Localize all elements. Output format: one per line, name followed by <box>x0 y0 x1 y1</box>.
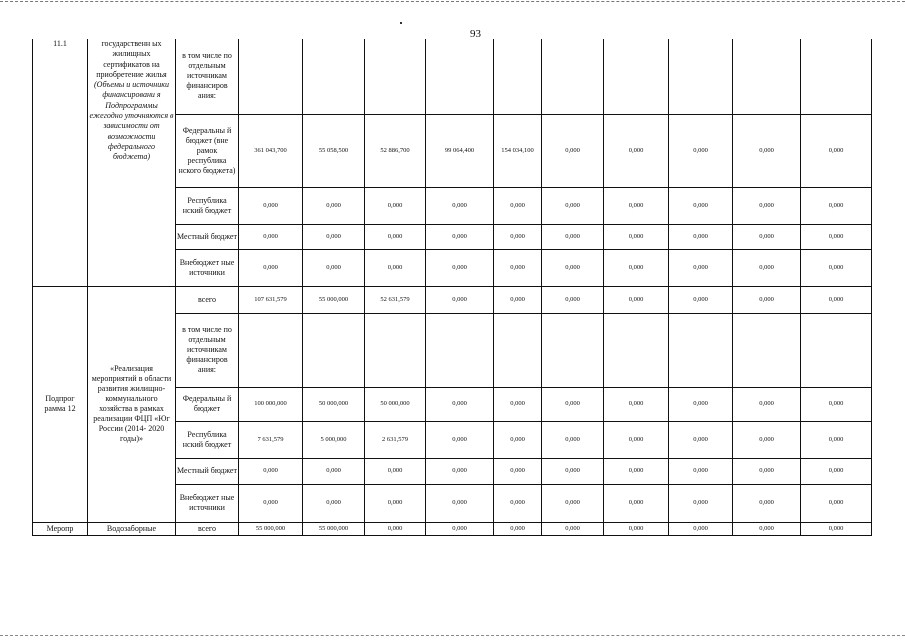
page-number: 93 <box>470 28 481 40</box>
value-cell: 0,000 <box>494 249 542 286</box>
source-label: Внебюджет ные источники <box>176 484 239 522</box>
value-cell: 2 631,579 <box>365 421 426 458</box>
value-cell: 0,000 <box>303 484 365 522</box>
value-cell: 0,000 <box>801 224 872 249</box>
value-cell: 0,000 <box>426 522 494 535</box>
activity-name: «Реализация мероприятий в области развития жилищно- коммунального хозяйства в рамках реализации ФЦП «Юг России (2014- 2020 годы)» <box>88 286 176 522</box>
value-cell: 0,000 <box>494 458 542 484</box>
value-cell: 0,000 <box>669 187 733 224</box>
value-cell: 0,000 <box>365 224 426 249</box>
value-cell: 0,000 <box>239 458 303 484</box>
value-cell: 0,000 <box>542 522 604 535</box>
value-cell <box>801 313 872 387</box>
value-cell: 50 000,000 <box>365 387 426 421</box>
value-cell: 0,000 <box>669 249 733 286</box>
value-cell: 0,000 <box>494 286 542 313</box>
value-cell: 0,000 <box>494 387 542 421</box>
scan-speck <box>400 22 402 24</box>
value-cell: 0,000 <box>733 484 801 522</box>
value-cell: 0,000 <box>494 187 542 224</box>
value-cell: 0,000 <box>733 458 801 484</box>
value-cell: 0,000 <box>542 458 604 484</box>
value-cell: 107 631,579 <box>239 286 303 313</box>
value-cell: 0,000 <box>801 484 872 522</box>
value-cell: 0,000 <box>801 387 872 421</box>
value-cell: 0,000 <box>303 224 365 249</box>
value-cell: 0,000 <box>426 286 494 313</box>
value-cell: 0,000 <box>669 224 733 249</box>
source-label: Местный бюджет <box>176 224 239 249</box>
value-cell: 0,000 <box>239 484 303 522</box>
value-cell: 0,000 <box>733 522 801 535</box>
value-cell <box>494 313 542 387</box>
value-cell <box>365 313 426 387</box>
value-cell <box>542 39 604 114</box>
value-cell <box>239 39 303 114</box>
value-cell <box>669 39 733 114</box>
value-cell: 0,000 <box>239 187 303 224</box>
row-code: Подпрог рамма 12 <box>33 286 88 522</box>
value-cell: 0,000 <box>733 249 801 286</box>
activity-note: (Объемы и источники финансировани я Подпрограммы ежегодно уточняются в зависимости от возможности федерального бюджета) <box>89 80 174 162</box>
activity-name <box>88 39 176 286</box>
value-cell: 0,000 <box>365 249 426 286</box>
row-code: Меропр <box>33 522 88 535</box>
value-cell: 0,000 <box>604 249 669 286</box>
value-cell: 0,000 <box>239 249 303 286</box>
value-cell: 0,000 <box>801 187 872 224</box>
value-cell <box>494 39 542 114</box>
value-cell: 0,000 <box>303 187 365 224</box>
page-top-edge <box>0 1 905 2</box>
value-cell: 0,000 <box>604 286 669 313</box>
value-cell: 0,000 <box>669 286 733 313</box>
value-cell <box>303 313 365 387</box>
row-code: 11.1 <box>33 39 88 286</box>
source-label: в том числе по отдельным источникам финансиров ания: <box>176 39 239 114</box>
value-cell: 52 631,579 <box>365 286 426 313</box>
value-cell: 0,000 <box>426 387 494 421</box>
value-cell: 0,000 <box>494 484 542 522</box>
value-cell: 0,000 <box>669 458 733 484</box>
value-cell: 0,000 <box>669 114 733 187</box>
value-cell <box>801 39 872 114</box>
value-cell: 0,000 <box>604 114 669 187</box>
value-cell: 0,000 <box>365 484 426 522</box>
value-cell: 0,000 <box>733 224 801 249</box>
value-cell: 55 000,000 <box>239 522 303 535</box>
value-cell: 154 034,100 <box>494 114 542 187</box>
value-cell: 0,000 <box>542 421 604 458</box>
value-cell: 0,000 <box>733 187 801 224</box>
value-cell: 0,000 <box>801 286 872 313</box>
value-cell: 52 886,700 <box>365 114 426 187</box>
value-cell <box>542 313 604 387</box>
value-cell: 0,000 <box>801 249 872 286</box>
table-row <box>33 39 872 114</box>
value-cell: 0,000 <box>669 387 733 421</box>
value-cell <box>303 39 365 114</box>
table-row <box>33 522 872 535</box>
page-bottom-edge <box>0 635 905 636</box>
value-cell: 0,000 <box>542 114 604 187</box>
value-cell: 0,000 <box>604 224 669 249</box>
value-cell: 0,000 <box>669 484 733 522</box>
source-label: Местный бюджет <box>176 458 239 484</box>
value-cell: 0,000 <box>801 522 872 535</box>
source-label: Федеральны й бюджет <box>176 387 239 421</box>
value-cell: 0,000 <box>604 387 669 421</box>
value-cell: 0,000 <box>604 187 669 224</box>
value-cell: 0,000 <box>604 522 669 535</box>
financing-table <box>32 39 872 536</box>
value-cell <box>239 313 303 387</box>
value-cell <box>604 39 669 114</box>
value-cell <box>426 313 494 387</box>
value-cell: 55 000,000 <box>303 522 365 535</box>
value-cell: 0,000 <box>542 484 604 522</box>
activity-name: Водозаборные <box>88 522 176 535</box>
source-label: Республика нский бюджет <box>176 187 239 224</box>
value-cell: 0,000 <box>801 421 872 458</box>
source-label: Федеральны й бюджет (вне рамок республика нского бюджета) <box>176 114 239 187</box>
source-label: Республика нский бюджет <box>176 421 239 458</box>
value-cell: 0,000 <box>303 458 365 484</box>
value-cell: 0,000 <box>426 187 494 224</box>
value-cell: 0,000 <box>542 249 604 286</box>
value-cell <box>604 313 669 387</box>
value-cell: 0,000 <box>669 522 733 535</box>
value-cell: 0,000 <box>426 224 494 249</box>
activity-title: государственн ых жилищных сертификатов на приобретение жилья <box>96 39 167 79</box>
value-cell: 0,000 <box>494 421 542 458</box>
value-cell: 100 000,000 <box>239 387 303 421</box>
value-cell: 0,000 <box>365 458 426 484</box>
value-cell: 0,000 <box>733 286 801 313</box>
value-cell: 0,000 <box>426 458 494 484</box>
value-cell: 0,000 <box>733 421 801 458</box>
value-cell: 99 064,400 <box>426 114 494 187</box>
value-cell <box>733 313 801 387</box>
source-label: в том числе по отдельным источникам финансиров ания: <box>176 313 239 387</box>
value-cell: 0,000 <box>604 458 669 484</box>
source-label: Внебюджет ные источники <box>176 249 239 286</box>
value-cell <box>365 39 426 114</box>
value-cell: 0,000 <box>733 114 801 187</box>
value-cell: 0,000 <box>669 421 733 458</box>
value-cell <box>669 313 733 387</box>
value-cell <box>426 39 494 114</box>
value-cell: 0,000 <box>801 458 872 484</box>
value-cell: 0,000 <box>604 484 669 522</box>
value-cell: 0,000 <box>801 114 872 187</box>
value-cell: 0,000 <box>426 421 494 458</box>
value-cell: 361 043,700 <box>239 114 303 187</box>
value-cell: 0,000 <box>733 387 801 421</box>
value-cell: 0,000 <box>604 421 669 458</box>
value-cell: 50 000,000 <box>303 387 365 421</box>
value-cell <box>733 39 801 114</box>
value-cell: 0,000 <box>542 187 604 224</box>
value-cell: 7 631,579 <box>239 421 303 458</box>
value-cell: 0,000 <box>542 224 604 249</box>
value-cell: 0,000 <box>494 224 542 249</box>
source-label: всего <box>176 286 239 313</box>
value-cell: 0,000 <box>542 286 604 313</box>
value-cell: 0,000 <box>494 522 542 535</box>
value-cell: 55 000,000 <box>303 286 365 313</box>
source-label: всего <box>176 522 239 535</box>
value-cell: 0,000 <box>239 224 303 249</box>
value-cell: 0,000 <box>365 522 426 535</box>
value-cell: 0,000 <box>303 249 365 286</box>
value-cell: 0,000 <box>542 387 604 421</box>
value-cell: 0,000 <box>426 484 494 522</box>
value-cell: 5 000,000 <box>303 421 365 458</box>
value-cell: 0,000 <box>365 187 426 224</box>
table-row <box>33 286 872 313</box>
value-cell: 0,000 <box>426 249 494 286</box>
value-cell: 55 058,500 <box>303 114 365 187</box>
